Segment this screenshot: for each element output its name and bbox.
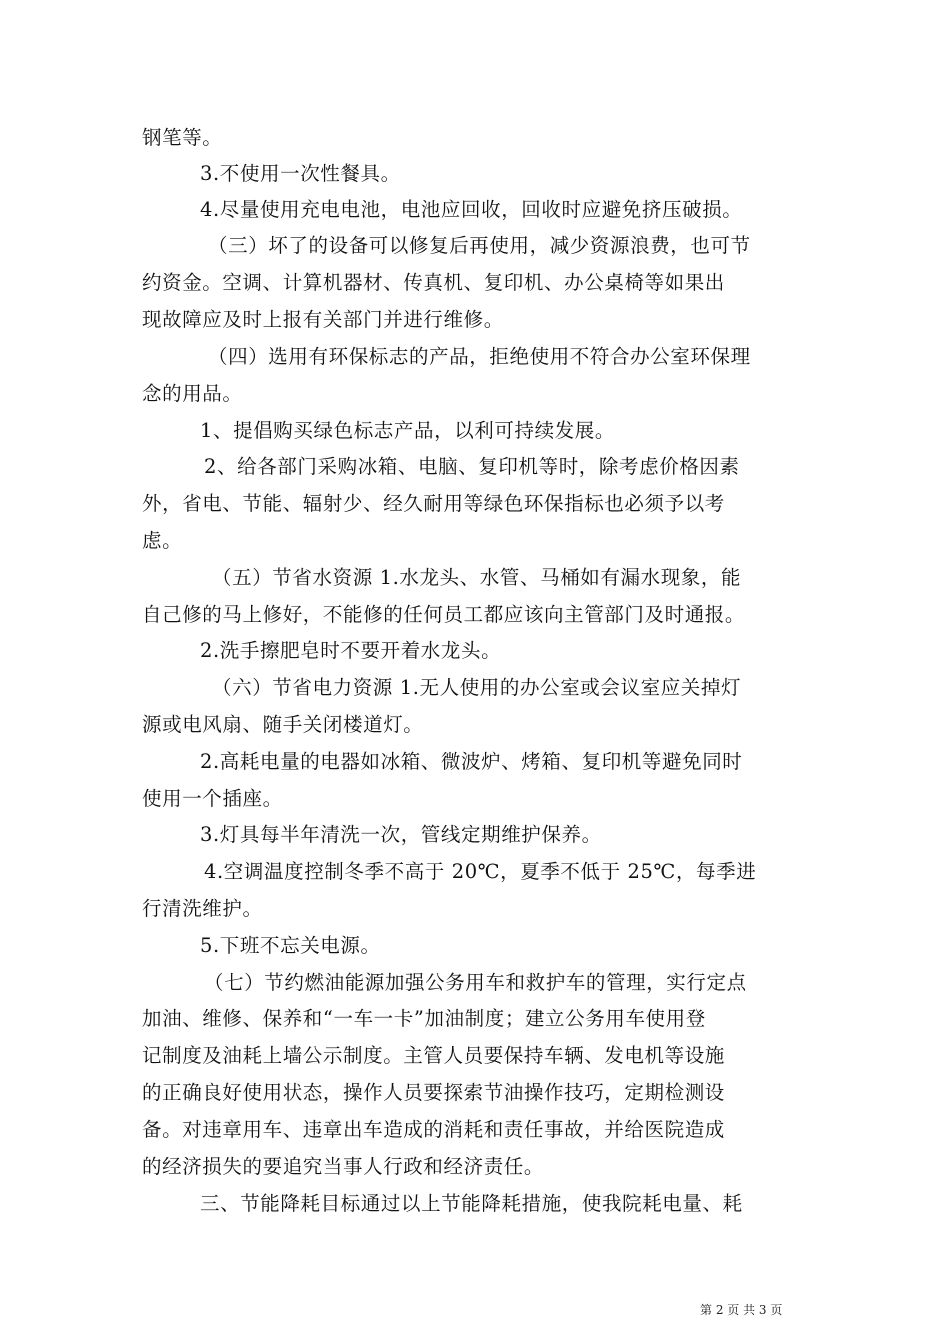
text-line-10: 2、给各部门采购冰箱、电脑、复印机等时，除考虑价格因素 bbox=[204, 455, 740, 478]
text-line-21: 4.空调温度控制冬季不高于 20℃，夏季不低于 25℃，每季进 bbox=[204, 860, 757, 883]
text-line-2: 3.不使用一次性餐具。 bbox=[200, 162, 401, 185]
text-line-14: 自己修的马上修好，不能修的任何员工都应该向主管部门及时通报。 bbox=[142, 603, 746, 626]
text-line-5: 约资金。空调、计算机器材、传真机、复印机、办公桌椅等如果出 bbox=[142, 271, 725, 294]
text-line-15: 2.洗手擦肥皂时不要开着水龙头。 bbox=[200, 639, 502, 662]
text-line-11: 外，省电、节能、辐射少、经久耐用等绿色环保指标也必须予以考 bbox=[142, 492, 725, 515]
text-line-20: 3.灯具每半年清洗一次，管线定期维护保养。 bbox=[200, 823, 602, 846]
text-line-24: （七）节约燃油能源加强公务用车和救护车的管理，实行定点 bbox=[204, 971, 747, 994]
text-line-16: （六）节省电力资源 1.无人使用的办公室或会议室应关掉灯 bbox=[212, 676, 742, 699]
text-line-1: 钢笔等。 bbox=[142, 126, 223, 149]
text-line-29: 的经济损失的要追究当事人行政和经济责任。 bbox=[142, 1155, 545, 1178]
text-line-26: 记制度及油耗上墙公示制度。主管人员要保持车辆、发电机等设施 bbox=[142, 1044, 725, 1067]
text-line-28: 备。对违章用车、违章出车造成的消耗和责任事故，并给医院造成 bbox=[142, 1118, 725, 1141]
text-line-17: 源或电风扇、随手关闭楼道灯。 bbox=[142, 713, 424, 736]
text-line-19: 使用一个插座。 bbox=[142, 787, 283, 810]
text-line-18: 2.高耗电量的电器如冰箱、微波炉、烤箱、复印机等避免同时 bbox=[200, 750, 743, 773]
text-line-12: 虑。 bbox=[142, 529, 183, 552]
text-line-3: 4.尽量使用充电电池，电池应回收，回收时应避免挤压破损。 bbox=[200, 198, 743, 221]
text-line-13: （五）节省水资源 1.水龙头、水管、马桶如有漏水现象，能 bbox=[212, 566, 742, 589]
text-line-8: 念的用品。 bbox=[142, 382, 243, 405]
text-line-30: 三、节能降耗目标通过以上节能降耗措施，使我院耗电量、耗 bbox=[200, 1192, 743, 1215]
text-line-7: （四）选用有环保标志的产品，拒绝使用不符合办公室环保理 bbox=[208, 345, 751, 368]
text-line-25: 加油、维修、保养和“一车一卡”加油制度；建立公务用车使用登 bbox=[142, 1007, 706, 1030]
text-line-6: 现故障应及时上报有关部门并进行维修。 bbox=[142, 308, 504, 331]
text-line-23: 5.下班不忘关电源。 bbox=[200, 934, 381, 957]
text-line-4: （三）坏了的设备可以修复后再使用，减少资源浪费，也可节 bbox=[208, 234, 751, 257]
text-line-9: 1、提倡购买绿色标志产品，以利可持续发展。 bbox=[200, 419, 616, 442]
text-line-22: 行清洗维护。 bbox=[142, 897, 263, 920]
page-number: 第 2 页 共 3 页 bbox=[700, 1303, 783, 1317]
text-line-27: 的正确良好使用状态，操作人员要探索节油操作技巧，定期检测设 bbox=[142, 1081, 725, 1104]
